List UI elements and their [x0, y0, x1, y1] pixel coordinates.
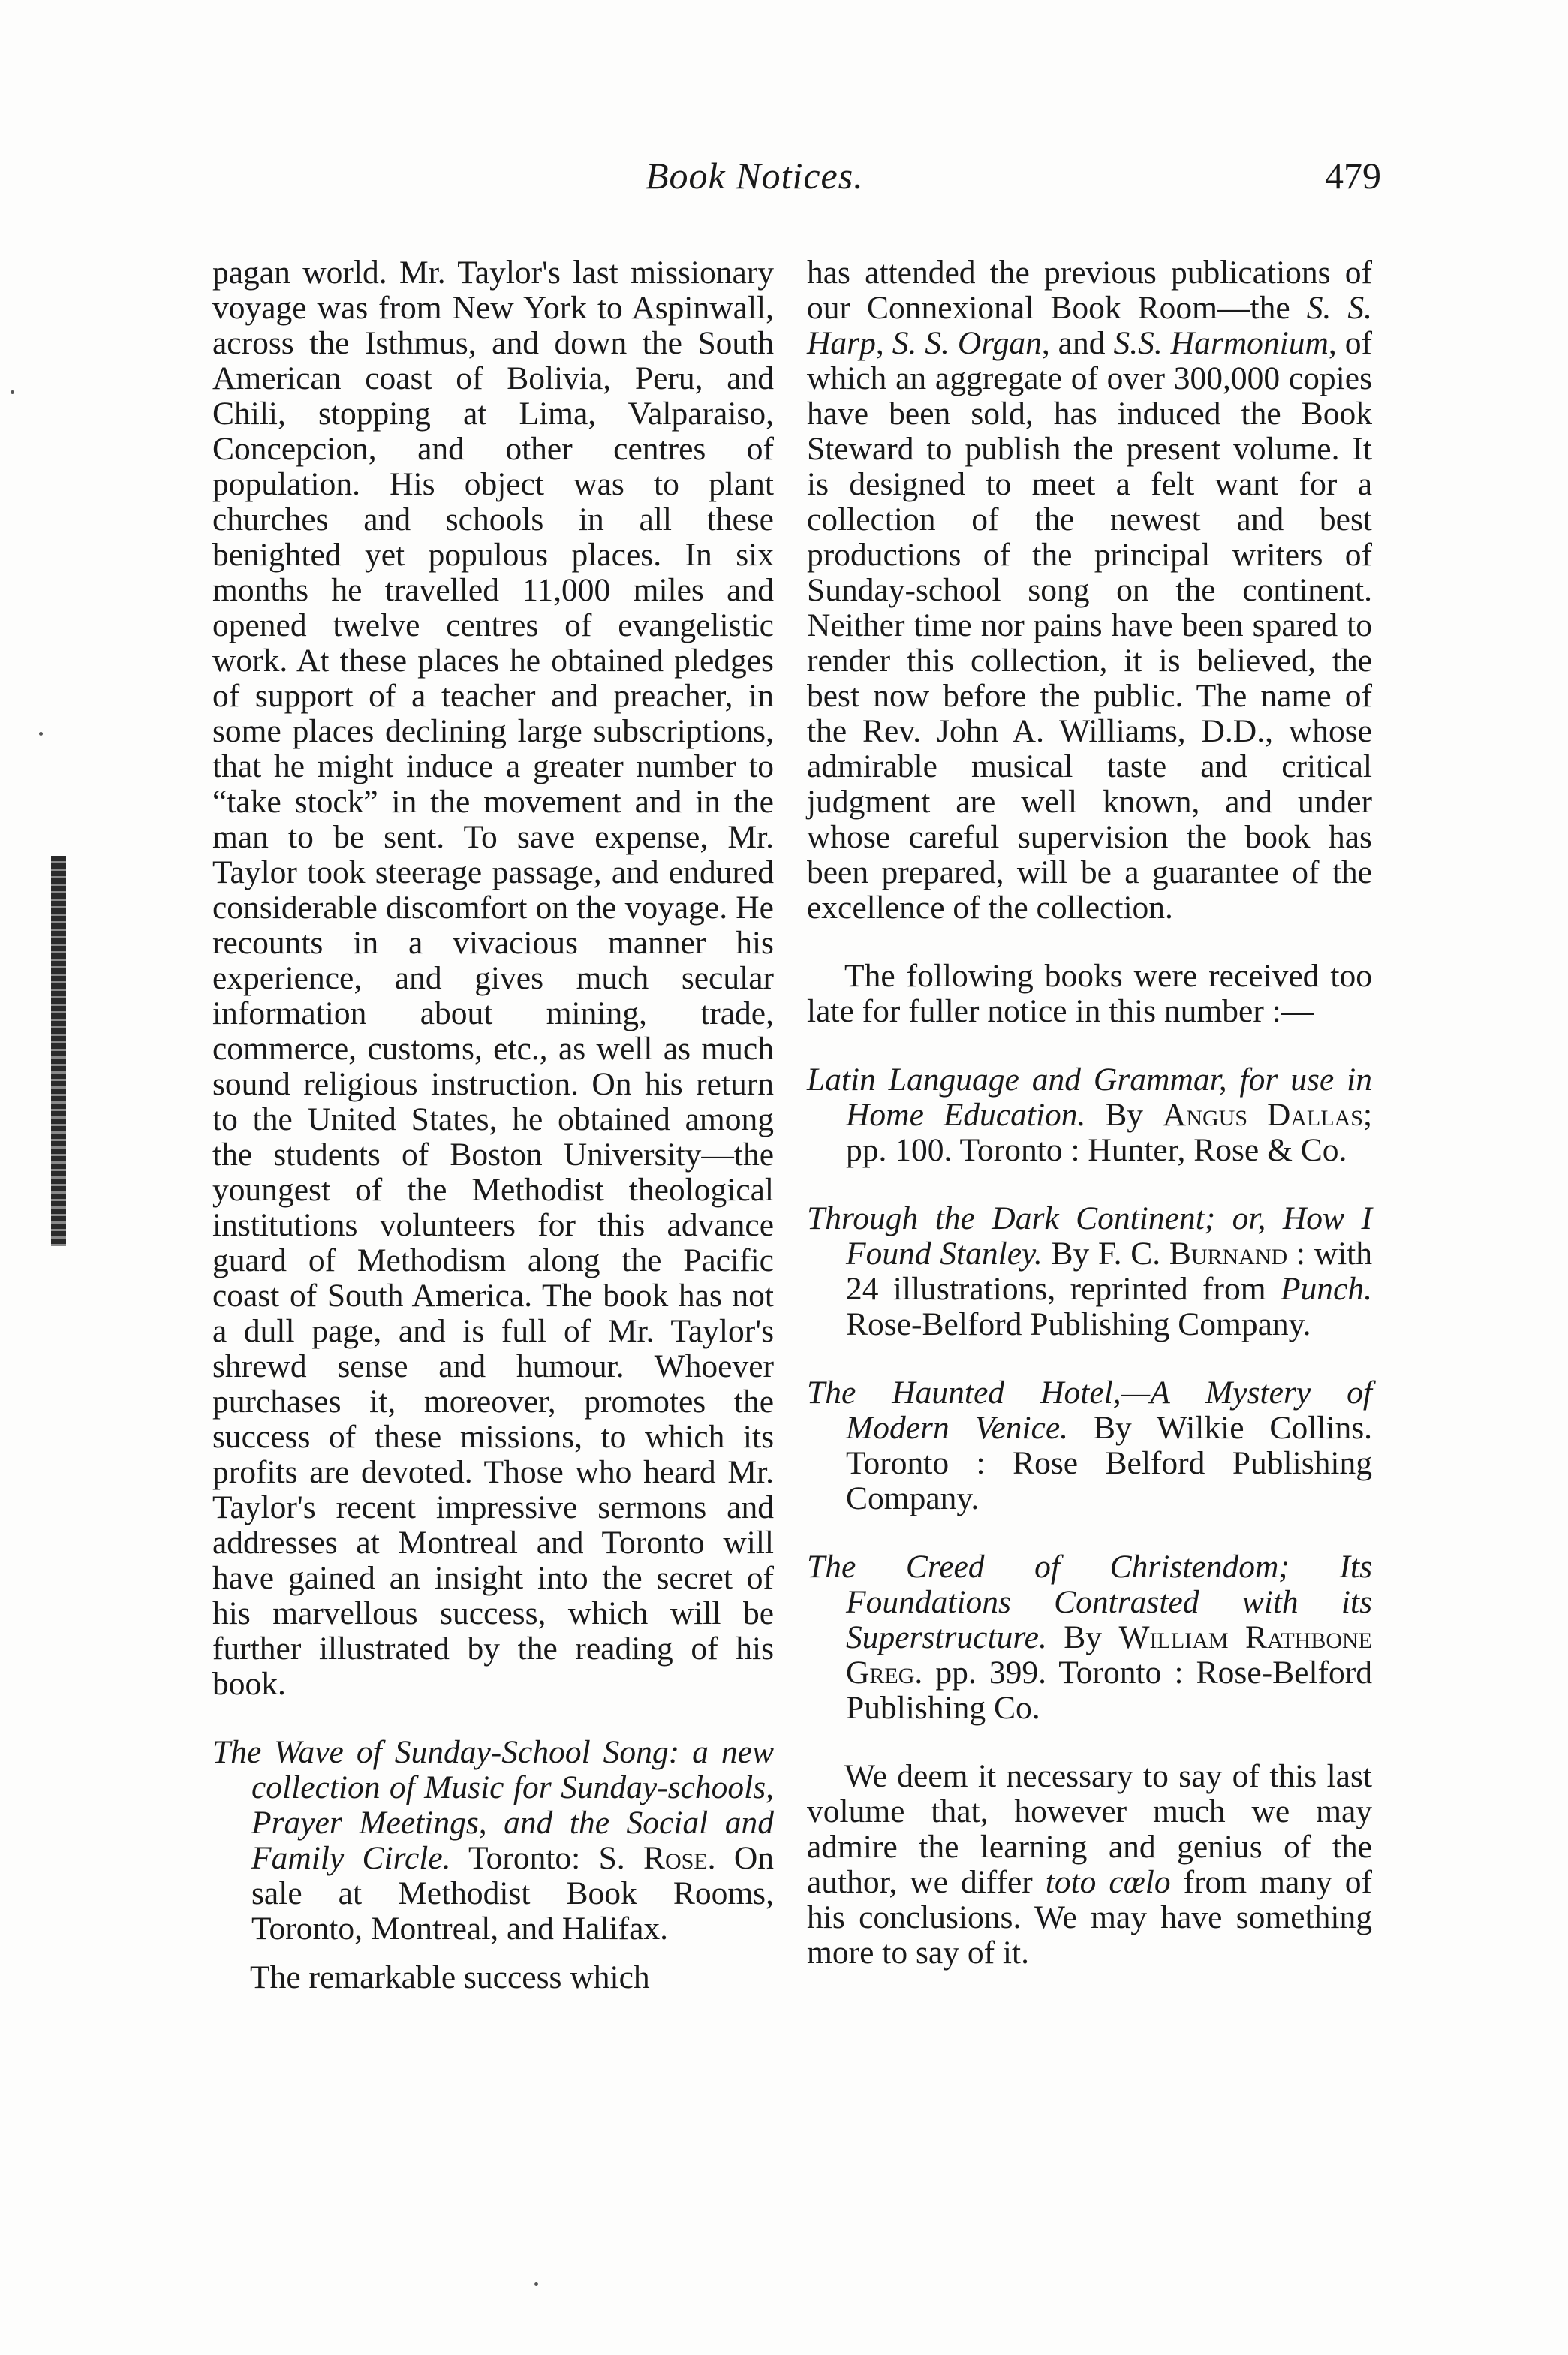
book-author: Angus Dallas [1162, 1097, 1363, 1133]
book-details: pp. 399. Toronto : Rose-Belford Publishing Co. [846, 1655, 1372, 1726]
book-ref-harp: S. S. Harp [807, 290, 1373, 361]
book-ref-harmonium: S.S. Harmonium [1113, 325, 1329, 361]
book-details: On sale at Methodist Book Rooms, Toronto, Montreal, and Halifax. [251, 1840, 774, 1947]
book-author: S. Rose. [598, 1840, 716, 1876]
wave-review-continuation: has attended the previous publications of our Connexional Book Room—the S. S. Harp, S. S. Organ, and S.S. Harmonium, of which an aggregate of over 300,000 copies have been sold, has induced the Book Steward to publish the present volume. It is designed to meet a felt want for a collection of the newest and best productions of the principal writers of Sunday-school song on the continent. Neither time nor pains have been spared to render this collection, it is believed, the best now before the public. The name of the Rev. John A. Williams, D.D., whose admirable musical taste and critical judgment are well known, and under whose careful supervision the book has been prepared, will be a guarantee of the excellence of the collection. [807, 254, 1373, 926]
scan-speck [534, 2282, 538, 2286]
book-title: The Creed of Christendom; Its Foundations Contrasted with its Superstructure. [807, 1549, 1372, 1655]
book-details: By Wilkie Collins. Toronto : Rose Belford Publishing Company. [846, 1410, 1373, 1516]
wave-review-start: The remarkable success which [250, 1959, 650, 1995]
book-notice-latin-grammar: Latin Language and Grammar, for use in Home Education. By Angus Dallas; pp. 100. Toronto : Hunter, Rose & Co. [807, 1062, 1373, 1168]
right-column [807, 255, 1372, 1971]
book-details: : with 24 illustrations, reprinted from [846, 1236, 1373, 1307]
book-source: Punch. [1280, 1271, 1372, 1307]
left-column [212, 255, 774, 1995]
book-notice-creed-of-christendom: The Creed of Christendom; Its Foundations Contrasted with its Superstructure. By William Rathbone Greg. pp. 399. Toronto : Rose-Belford Publishing Co. [807, 1549, 1372, 1726]
page-number: 479 [1325, 155, 1381, 197]
book-author: William Rathbone Greg. [846, 1619, 1372, 1691]
scan-speck [11, 390, 14, 394]
closing-paragraph: We deem it necessary to say of this last volume that, however much we may admire the learning and genius of the author, we differ toto cœlo from many of his conclusions. We may have something more to say of it. [807, 1758, 1372, 1971]
taylor-review-paragraph: pagan world. Mr. Taylor's last missionary voyage was from New York to Aspinwall, across the Isthmus, and down the South American coast of Bolivia, Peru, and Chili, stopping at Lima, Valparaiso, Concepcion, and other centres of population. His object was to plant churches and schools in all these benighted yet populous places. In six months he travelled 11,000 miles and opened twelve centres of evangelistic work. At these places he obtained pledges of support of a teacher and preacher, in some places declining large subscriptions, that he might induce a greater number to “take stock” in the movement and in the man to be sent. To save expense, Mr. Taylor took steerage passage, and endured considerable discomfort on the voyage. He recounts in a vivacious manner his experience, and gives much secular information about mining, trade, commerce, customs, etc., as well as much sound religious instruction. On his return to the United States, he obtained among the students of Boston University—the youngest of the Methodist theological institutions volunteers for this advance guard of Methodism along the Pacific coast of South America. The book has not a dull page, and is full of Mr. Taylor's shrewd sense and humour. Whoever purchases it, moreover, promotes the success of these missions, to which its profits are devoted. Those who heard Mr. Taylor's recent impressive sermons and addresses at Montreal and Toronto will have gained an insight into the secret of his marvellous success, which will be further illustrated by the reading of his book. [212, 254, 774, 1702]
book-publisher: Rose-Belford Publishing Company. [846, 1306, 1311, 1342]
book-notice-haunted-hotel [807, 1375, 1372, 1516]
book-title: The Wave of Sunday-School Song: a new collection of Music for Sunday-schools, Prayer Meetings, and the Social and Family Circle. [212, 1734, 774, 1876]
latin-phrase: toto cœlo [1045, 1864, 1171, 1900]
scan-speck [39, 732, 43, 736]
received-books-intro: The following books were received too late for fuller notice in this number :— [807, 958, 1372, 1029]
publisher-prefix: Toronto: [468, 1840, 581, 1876]
book-details: ; pp. 100. Toronto : Hunter, Rose & Co. [846, 1097, 1373, 1168]
scan-artifact [51, 856, 66, 1246]
book-ref-organ: S. S. Organ [892, 325, 1042, 361]
book-title: Latin Language and Grammar, for use in Home Education. [807, 1062, 1372, 1133]
book-notice-wave-of-song [212, 1735, 774, 1947]
book-author: F. C. Burnand [1097, 1236, 1288, 1272]
book-title: Through the Dark Continent; or, How I Found Stanley. [807, 1200, 1372, 1272]
running-title: Book Notices. [646, 155, 864, 197]
book-notice-dark-continent: Through the Dark Continent; or, How I Found Stanley. By F. C. Burnand : with 24 illustrations, reprinted from Punch. Rose-Belford Publishing Company. [807, 1200, 1373, 1342]
book-title: The Haunted Hotel,—A Mystery of Modern Venice. [807, 1375, 1372, 1446]
